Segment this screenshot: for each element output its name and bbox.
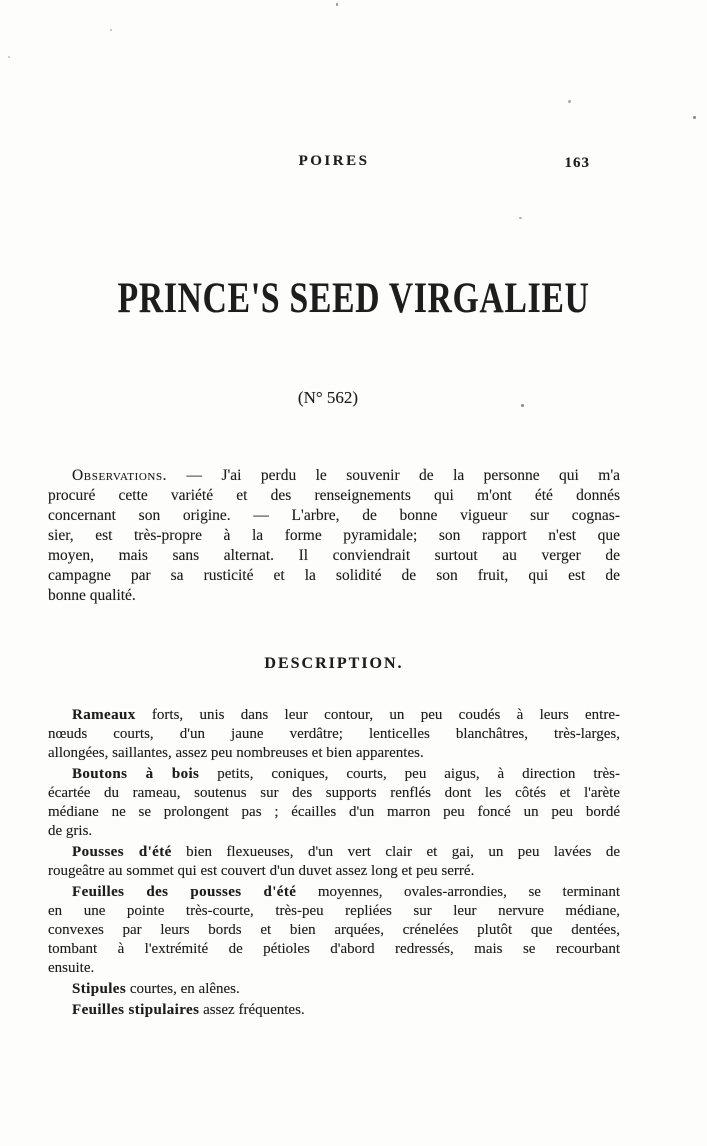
text-line: rougeâtre au sommet qui est couvert d'un duvet assez long et peu serré.	[48, 863, 475, 879]
text-line: concernant son origine. — L'arbre, de bonne vigueur sur cognas-	[48, 507, 620, 524]
description-paragraph	[48, 980, 620, 999]
text-line: ensuite.	[48, 960, 95, 976]
description-paragraph	[48, 843, 620, 881]
text-line: tombant à l'extrémité de pétioles d'abord redressés, mais se recourbant	[48, 941, 620, 957]
text-line: convexes par leurs bords et bien arquées, crénelées plutôt que dentées,	[48, 922, 620, 938]
observations-paragraph-lead: Observations.	[72, 467, 168, 484]
text-line: procuré cette variété et des renseignements qui m'ont été donnés	[48, 487, 620, 504]
text-line: sier, est très-propre à la forme pyramidale; son rapport n'est que	[48, 527, 620, 544]
running-title: POIRES	[298, 153, 370, 169]
description-paragraph-lead: Boutons à bois	[72, 766, 200, 782]
text-line: bonne qualité.	[48, 587, 136, 604]
text-line: médiane ne se prolongent pas ; écailles d'un marron peu foncé un peu bordé	[48, 804, 620, 820]
description-paragraph	[48, 706, 620, 763]
description-paragraph-lead: Pousses d'été	[72, 844, 172, 860]
description-paragraph-lead: Feuilles des pousses d'été	[72, 884, 297, 900]
text-line: Feuilles stipulaires assez fréquentes.	[72, 1002, 305, 1018]
scan-speck	[336, 3, 338, 6]
text-line: Feuilles des pousses d'été moyennes, ovales-arrondies, se terminant	[72, 884, 621, 900]
description-paragraph	[48, 1001, 620, 1020]
catalog-number: (N° 562)	[297, 388, 359, 407]
text-line: moyen, mais sans alternat. Il conviendrait surtout au verger de	[48, 547, 620, 564]
text-line: Boutons à bois petits, coniques, courts, peu aigus, à direction très-	[72, 766, 620, 782]
text-line: allongées, saillantes, assez peu nombreuses et bien apparentes.	[48, 745, 424, 761]
variety-title	[0, 274, 707, 323]
observations-section	[48, 466, 620, 608]
text-line: campagne par sa rusticité et la solidité de son fruit, qui est de	[48, 567, 620, 584]
scan-speck	[568, 100, 571, 103]
text-line: Pousses d'été bien flexueuses, d'un vert clair et gai, un peu lavées de	[72, 844, 621, 860]
scan-speck	[8, 56, 10, 58]
section-heading: DESCRIPTION.	[264, 655, 404, 672]
observations-paragraph	[48, 466, 620, 606]
text-line: de gris.	[48, 823, 93, 839]
description-paragraph-lead: Feuilles stipulaires	[72, 1002, 200, 1018]
text-line: Rameaux forts, unis dans leur contour, un peu coudés à leurs entre-	[72, 707, 620, 723]
scan-speck	[110, 29, 112, 31]
variety-title-text: PRINCE'S SEED VIRGALIEU	[117, 275, 590, 322]
description-paragraph-lead: Rameaux	[72, 707, 136, 723]
text-line: écartée du rameau, soutenus sur des supports renflés dont les côtés et l'arète	[48, 785, 620, 801]
description-paragraph	[48, 765, 620, 841]
description-paragraph	[48, 883, 620, 978]
page-number: 163	[564, 155, 590, 171]
page-header	[48, 153, 620, 175]
text-line: Stipules courtes, en alênes.	[72, 981, 240, 997]
text-line: en une pointe très-courte, très-peu repliées sur leur nervure médiane,	[48, 903, 620, 919]
description-paragraph-lead: Stipules	[72, 981, 127, 997]
scan-speck	[521, 404, 524, 407]
scan-speck	[693, 116, 696, 119]
text-line: nœuds courts, d'un jaune verdâtre; lenticelles blanchâtres, très-larges,	[48, 726, 620, 742]
text-line: Observations. — J'ai perdu le souvenir de la personne qui m'a	[72, 467, 620, 484]
scan-speck	[519, 217, 522, 219]
description-section	[48, 706, 620, 1022]
